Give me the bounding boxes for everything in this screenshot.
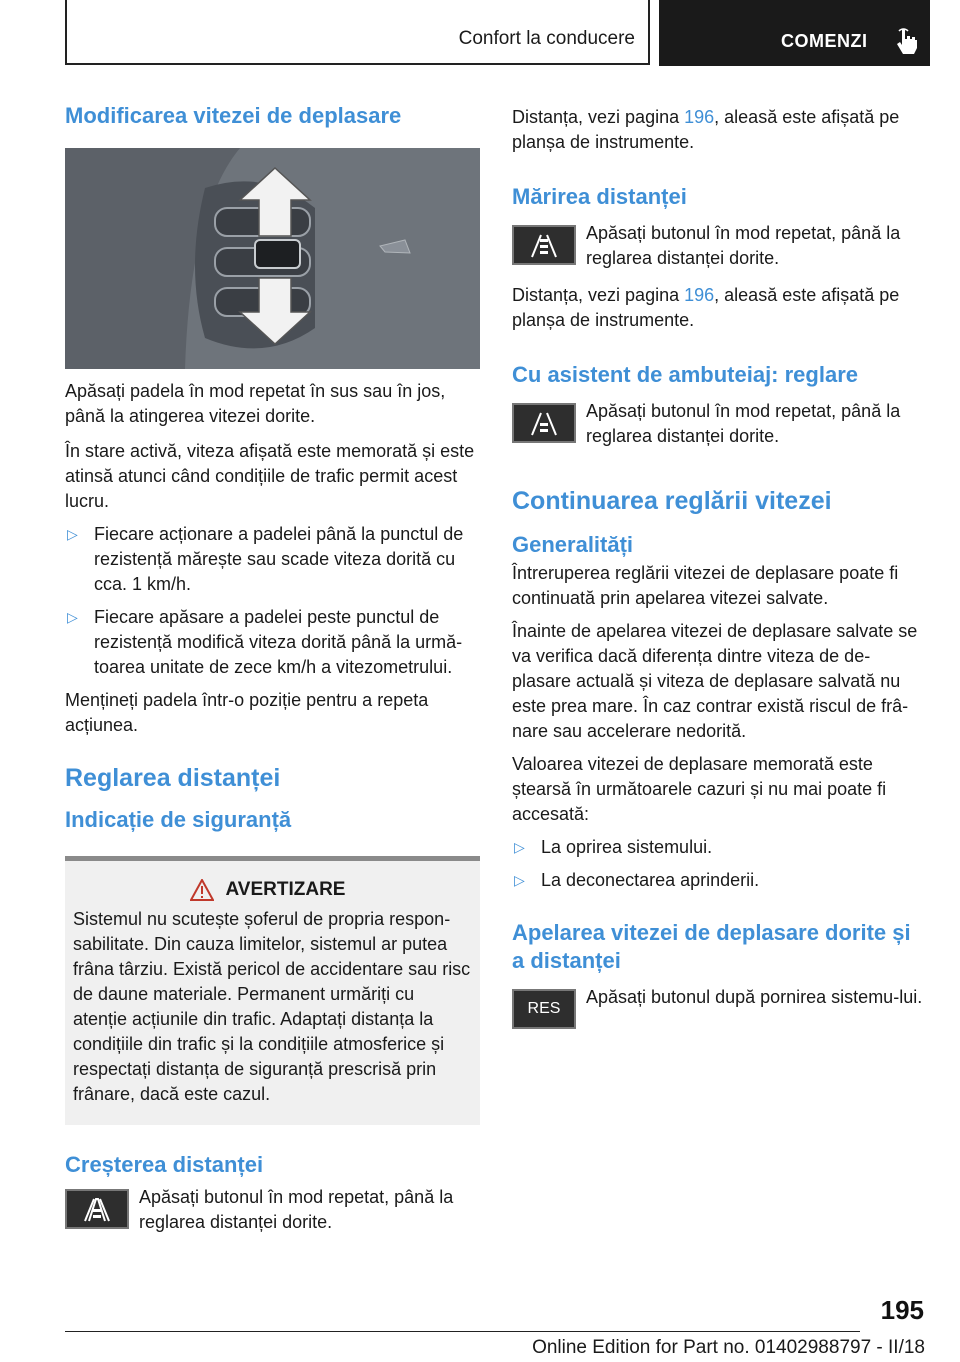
heading-enlarge-distance: Mărirea distanței — [512, 184, 687, 209]
text-fragment: Distanța, vezi pagina — [512, 285, 685, 305]
paragraph-distance-reference-1 — [512, 105, 924, 155]
triangle-bullet-icon: ▷ — [67, 526, 78, 542]
header-chapter-label: COMENZI — [781, 31, 868, 51]
heading-distance-control: Reglarea distanței — [65, 764, 281, 792]
header-chapter-tab — [659, 0, 930, 66]
triangle-bullet-icon: ▷ — [67, 609, 78, 625]
paragraph-distance-reference-2 — [512, 283, 924, 333]
distance-button-icon — [512, 225, 576, 265]
warning-title — [63, 879, 472, 901]
text-fragment: , aleasă este afișată pe planșa de instrumente. — [512, 107, 900, 152]
list-item-text: La oprirea sistemului. — [541, 837, 713, 857]
heading-change-speed: Modificarea vitezei de deplasare — [65, 103, 402, 128]
page-link-196[interactable]: 196 — [684, 285, 715, 305]
paragraph-general-1: Întreruperea reglării vitezei de deplasare poate fi continuată prin apelarea vitezei salvate. — [512, 563, 899, 608]
text-fragment: , aleasă este afișată pe planșa de instrumente. — [512, 285, 900, 330]
footer-edition: Online Edition for Part no. 01402988797 - II/18 — [532, 1337, 925, 1358]
page-header — [0, 0, 960, 66]
text-fragment: Distanța, vezi pagina — [512, 107, 685, 127]
warning-triangle-icon — [190, 879, 214, 901]
page-number: 195 — [880, 1295, 924, 1325]
increase-distance-row — [65, 1185, 480, 1235]
header-rule-left — [65, 0, 67, 64]
header-rule-right — [648, 0, 650, 64]
distance-button-icon — [65, 1189, 129, 1229]
paragraph-press-paddle: Apăsați padela în mod repetat în sus sau în jos, până la atingerea vitezei dorite. — [65, 381, 446, 426]
warning-text: Sistemul nu scutește șoferul de propria respon-sabilitate. Din cauza limitelor, sistemul ar putea frâna târziu. Există pericol de accidentare sau risc de daune materiale. Permanent urmăriți cu atenție acțiunile din trafic. Adaptați distanța la condițiile din trafic și la condițiile atmosferice și respectați distanța de siguranță prescrisă prin frânare, dacă este cazul. — [73, 909, 471, 1104]
paragraph-general-2: Înainte de apelarea vitezei de deplasare salvate se va verifica dacă diferența dintre viteza de de-plasare actuală și viteza de deplasare salvată nu este prea mare. În caz contrar există riscul de frâ-nare sau accelerare nedorită. — [512, 621, 918, 741]
list-item-text: La deconectarea aprinderii. — [541, 870, 760, 890]
res-button-icon: RES — [512, 989, 576, 1029]
left-column — [65, 100, 480, 1235]
heading-increase-distance: Creșterea distanței — [65, 1152, 264, 1177]
list-item-text: Fiecare apăsare a padelei peste punctul de rezistență modifică viteza dorită până la urmă-toarea unitate de zece km/h a vitezometrului. — [94, 607, 463, 677]
list-item — [65, 522, 480, 597]
warning-box — [65, 856, 480, 1125]
paragraph-hold-paddle: Mențineți padela într-o poziție pentru a repeta acțiunea. — [65, 690, 429, 735]
hand-pointer-icon — [891, 26, 921, 56]
list-item — [512, 868, 924, 893]
paragraph-enlarge-distance: Apăsați butonul în mod repetat, până la reglarea distanței dorite. — [586, 223, 901, 268]
steering-wheel-paddle-image — [65, 148, 480, 369]
paragraph-active-state: În stare activă, viteza afișată este memorată și este atinsă atunci când condițiile de trafic permit acest lucru. — [65, 441, 475, 511]
paragraph-recall: Apăsați butonul după pornirea sistemu-lui. — [586, 987, 923, 1007]
list-item — [65, 605, 480, 680]
distance-button-icon — [512, 403, 576, 443]
triangle-bullet-icon: ▷ — [514, 839, 525, 855]
paragraph-traffic-jam: Apăsați butonul în mod repetat, până la reglarea distanței dorite. — [586, 401, 901, 446]
heading-general: Generalități — [512, 532, 634, 557]
heading-recall-speed: Apelarea vitezei de deplasare dorite și a distanței — [512, 920, 911, 973]
warning-title-text: AVERTIZARE — [225, 879, 346, 900]
heading-safety-note: Indicație de siguranță — [65, 807, 292, 832]
header-section-title: Confort la conducere — [458, 28, 635, 49]
enlarge-distance-row — [512, 221, 924, 271]
traffic-jam-row — [512, 399, 924, 449]
paragraph-increase-distance: Apăsați butonul în mod repetat, până la reglarea distanței dorite. — [139, 1187, 454, 1232]
footer-rule — [65, 1331, 860, 1332]
recall-row — [512, 985, 924, 1029]
paragraph-general-3: Valoarea vitezei de deplasare memorată este ștearsă în următoarele cazuri și nu mai poate fi accesată: — [512, 754, 887, 824]
steering-wheel-photo — [65, 148, 480, 369]
triangle-bullet-icon: ▷ — [514, 872, 525, 888]
heading-continue-speed-control: Continuarea reglării vitezei — [512, 487, 832, 515]
right-column — [512, 100, 924, 1029]
page-link-196[interactable]: 196 — [684, 107, 715, 127]
heading-traffic-jam-assistant: Cu asistent de ambuteiaj: reglare — [512, 362, 858, 387]
header-rule-bottom — [65, 63, 650, 65]
list-item — [512, 835, 924, 860]
list-item-text: Fiecare acționare a padelei până la punctul de rezistență mărește sau scade viteza dorită cu cca. 1 km/h. — [94, 524, 464, 594]
